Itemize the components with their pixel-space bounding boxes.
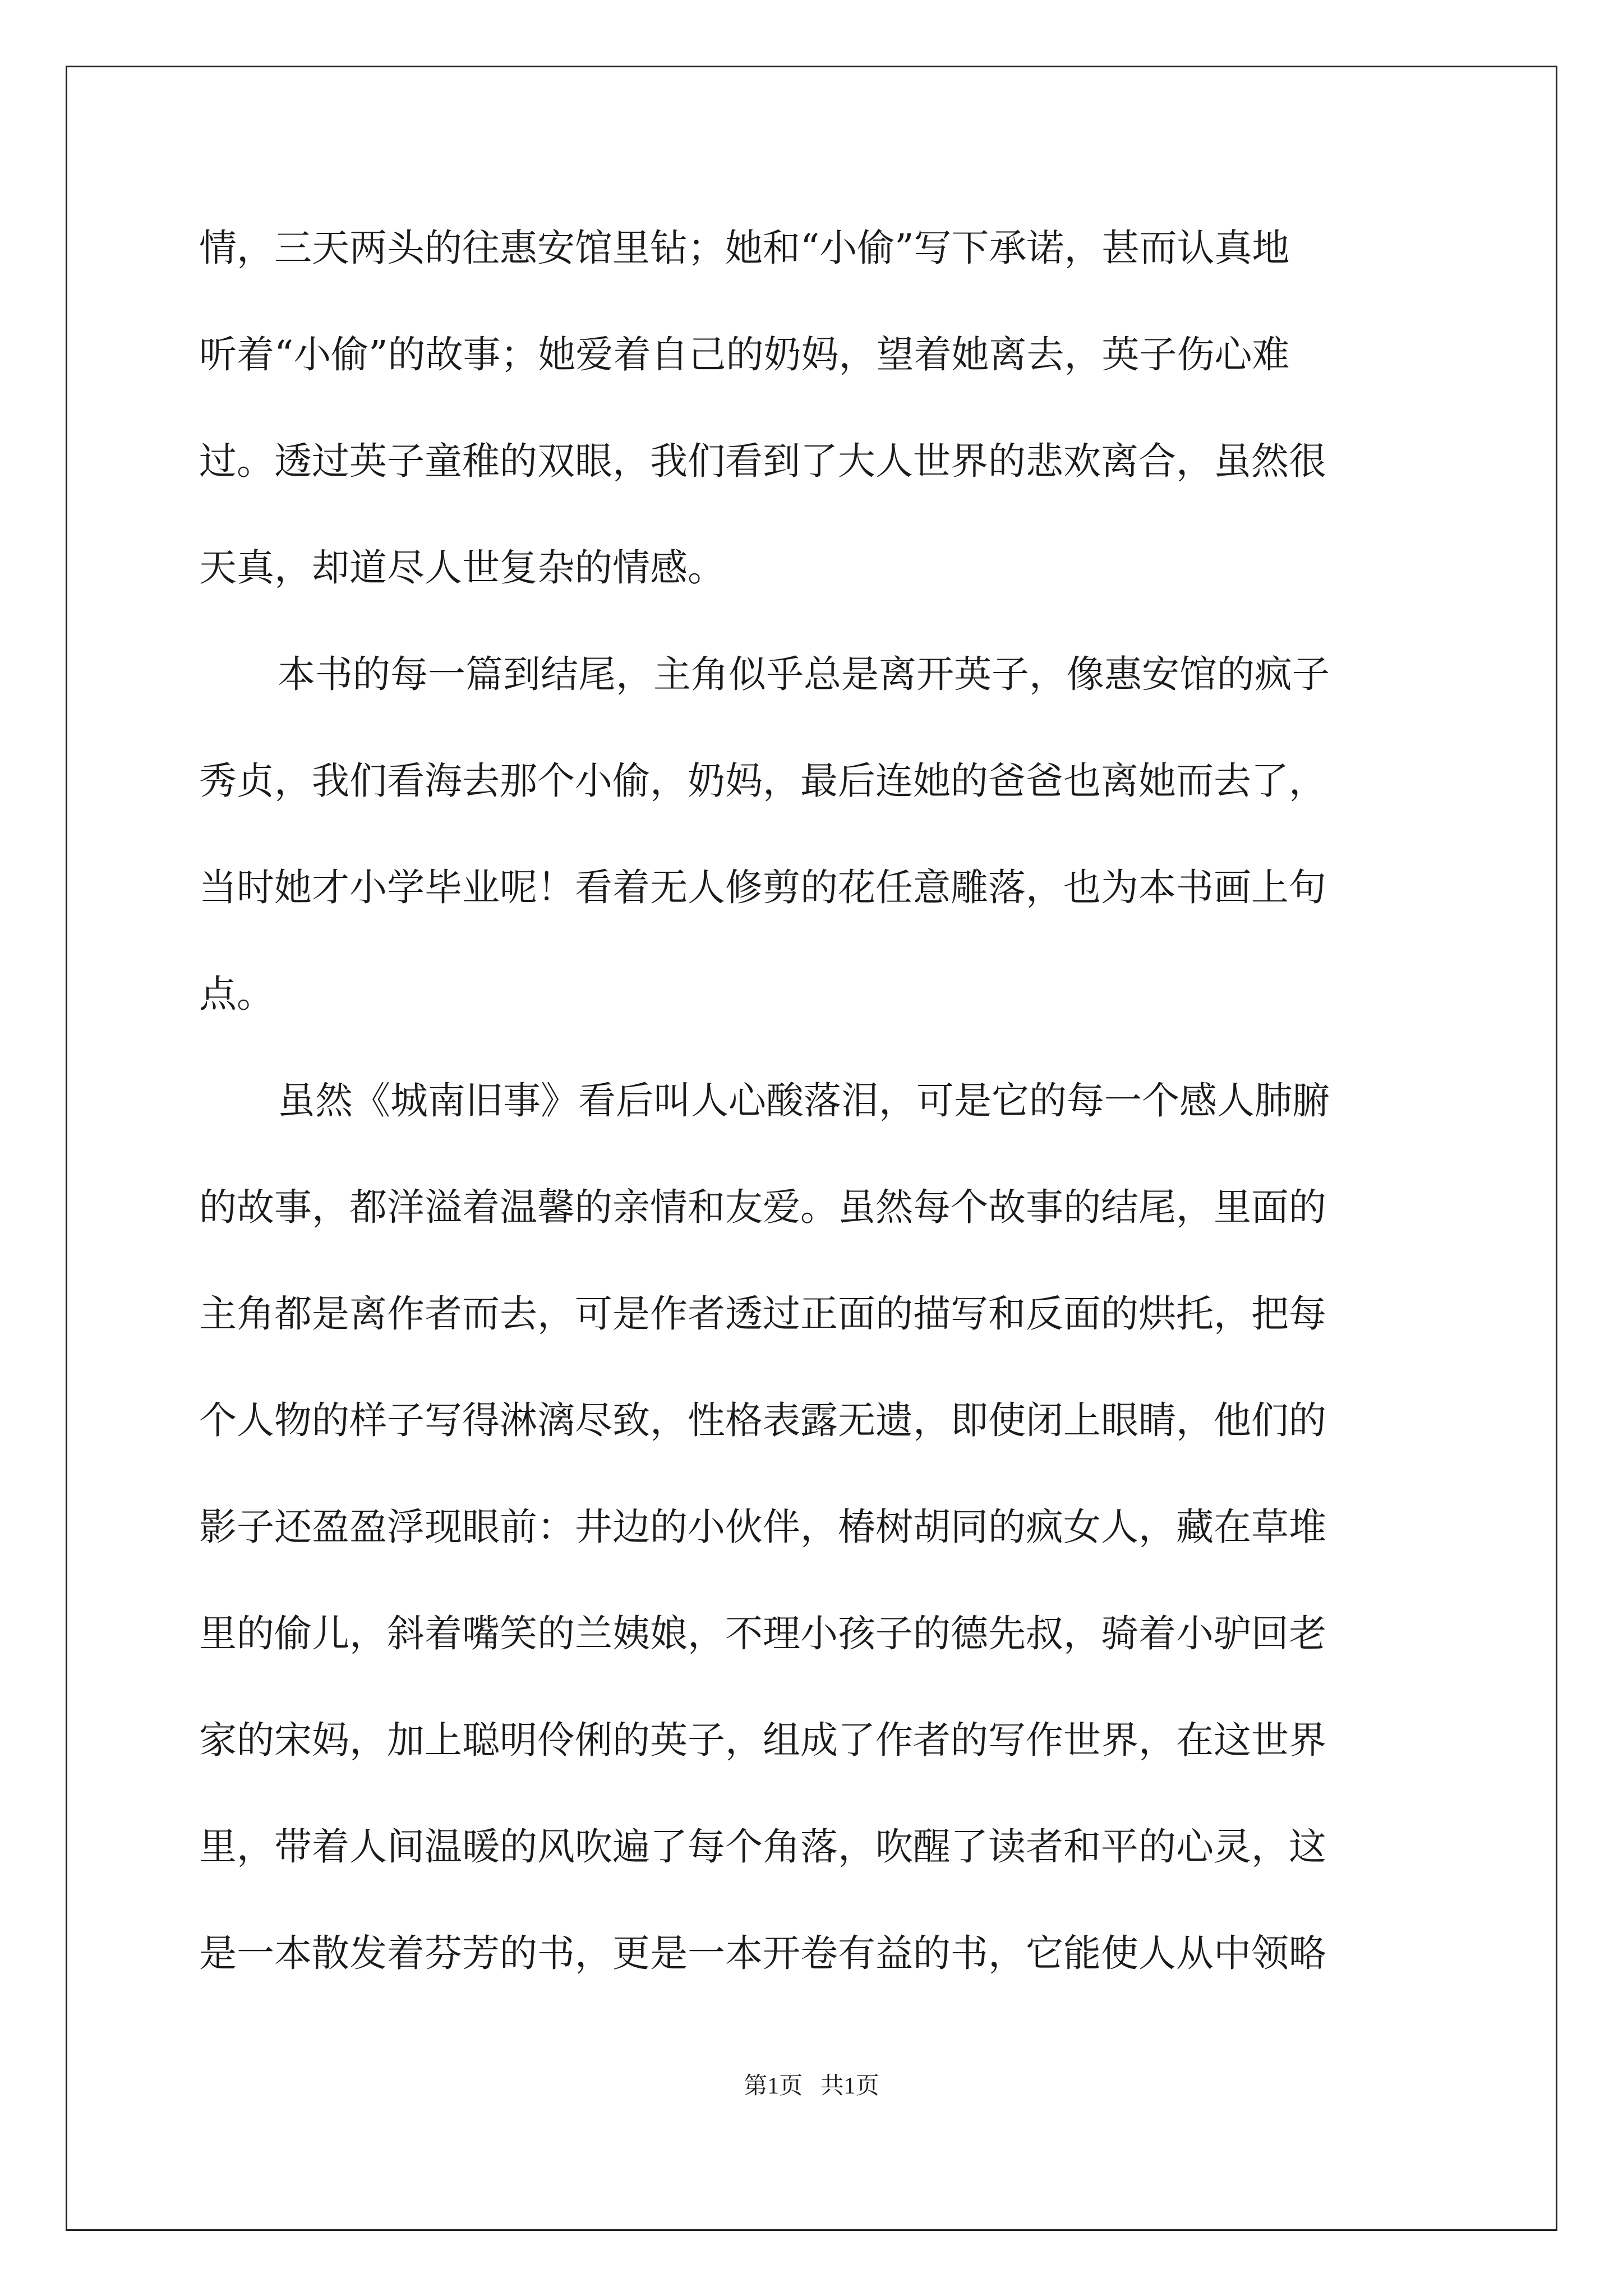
text-line: 个人物的样子写得淋漓尽致，性格表露无遗，即使闭上眼睛，他们的 (199, 1398, 1326, 1442)
text-line: 里的偷儿，斜着嘴笑的兰姨娘，不理小孩子的德先叔，骑着小驴回老 (199, 1612, 1326, 1655)
text-line: 天真，却道尽人世复杂的情感。 (199, 546, 725, 590)
text-line: 过。透过英子童稚的双眼，我们看到了大人世界的悲欢离合，虽然很 (199, 439, 1326, 483)
text-line: 虽然《城南旧事》看后叫人心酸落泪，可是它的每一个感人肺腑 (278, 1079, 1330, 1122)
text-line: 听着“小偷”的故事；她爱着自己的奶妈，望着她离去，英子伤心难 (199, 333, 1290, 376)
text-line: 主角都是离作者而去，可是作者透过正面的描写和反面的烘托，把每 (199, 1292, 1326, 1336)
text-line: 影子还盈盈浮现眼前：井边的小伙伴，椿树胡同的疯女人，藏在草堆 (199, 1505, 1326, 1549)
text-line: 点。 (199, 972, 274, 1016)
text-line: 家的宋妈，加上聪明伶俐的英子，组成了作者的写作世界，在这世界 (199, 1718, 1326, 1762)
text-line: 情，三天两头的往惠安馆里钻；她和“小偷”写下承诺，甚而认真地 (199, 226, 1290, 270)
text-line: 当时她才小学毕业呢！看着无人修剪的花任意雕落，也为本书画上句 (199, 866, 1326, 909)
page-footer: 第1页 共1页 (744, 2073, 879, 2099)
text-line: 的故事，都洋溢着温馨的亲情和友爱。虽然每个故事的结尾，里面的 (199, 1185, 1326, 1229)
text-line: 秀贞，我们看海去那个小偷，奶妈，最后连她的爸爸也离她而去了， (199, 759, 1326, 803)
document-body (199, 214, 1433, 2065)
text-line: 本书的每一篇到结尾，主角似乎总是离开英子，像惠安馆的疯子 (278, 652, 1330, 696)
text-line: 是一本散发着芬芳的书，更是一本开卷有益的书，它能使人从中领略 (199, 1931, 1326, 1975)
text-line: 里，带着人间温暖的风吹遍了每个角落，吹醒了读者和平的心灵，这 (199, 1825, 1326, 1869)
